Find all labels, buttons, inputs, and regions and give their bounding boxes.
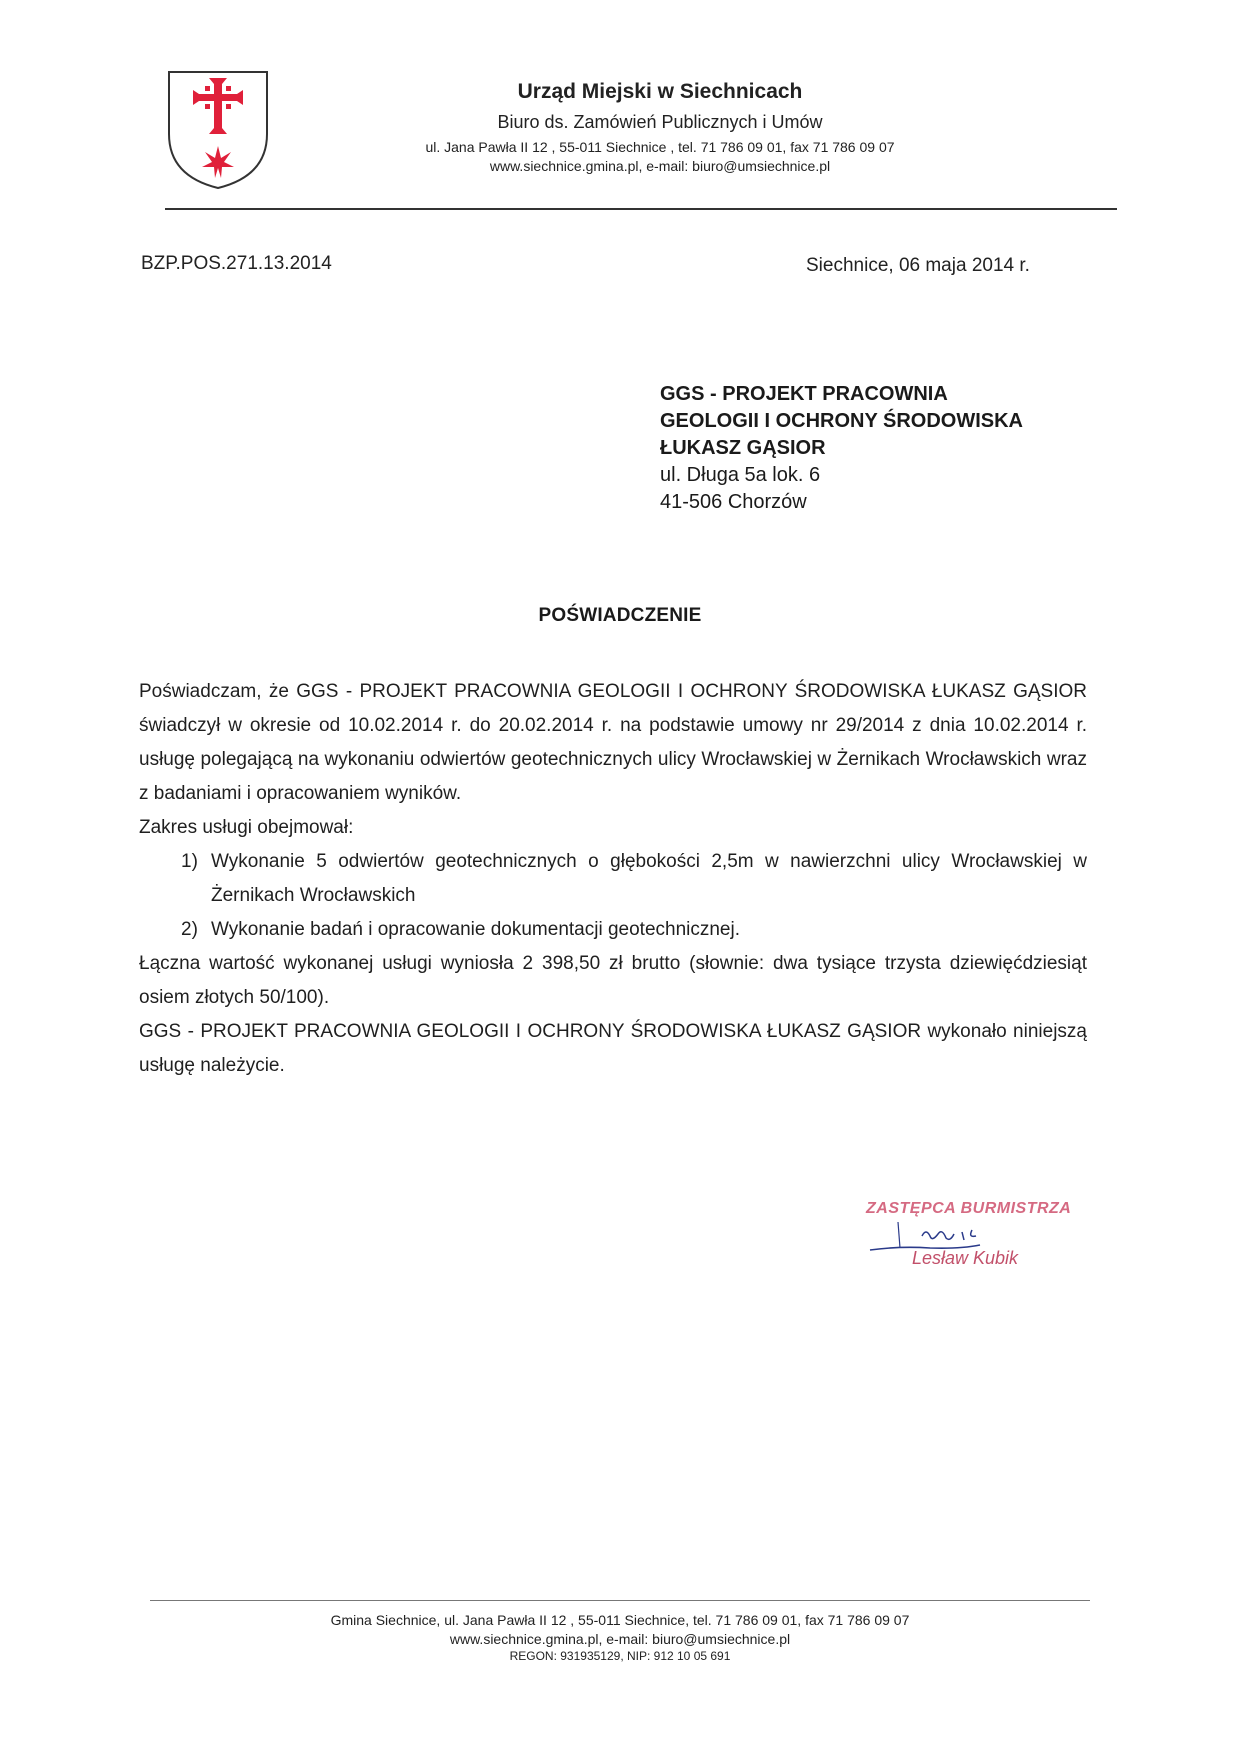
- scope-item: [139, 913, 1087, 947]
- scope-item-text: Wykonanie 5 odwiertów geotechnicznych o głębokości 2,5m w nawierzchni ulicy Wrocławskiej w Żernikach Wrocławskich: [211, 851, 1087, 906]
- letter-date: Siechnice, 06 maja 2014 r.: [806, 255, 1030, 276]
- scope-item-number: 1): [181, 851, 198, 872]
- signatory-name: Lesław Kubik: [912, 1248, 1019, 1268]
- closing-statement: GGS - PROJEKT PRACOWNIA GEOLOGII I OCHRONY ŚRODOWISKA ŁUKASZ GĄSIOR wykonało niniejszą usługę należycie.: [139, 1021, 1087, 1076]
- service-value: Łączna wartość wykonanej usługi wyniosła 2 398,50 zł brutto (słownie: dwa tysiące trzysta dziewięćdziesiąt osiem złotych 50/100).: [139, 953, 1087, 1008]
- footer-divider: [150, 1600, 1090, 1601]
- office-address: ul. Jana Pawła II 12 , 55-011 Siechnice , tel. 71 786 09 01, fax 71 786 09 07: [425, 139, 895, 155]
- footer-registration: REGON: 931935129, NIP: 912 10 05 691: [509, 1649, 731, 1663]
- stamp-title: ZASTĘPCA BURMISTRZA: [866, 1200, 1072, 1217]
- recipient-street: ul. Długa 5a lok. 6: [660, 464, 821, 486]
- scope-item-text: Wykonanie badań i opracowanie dokumentacji geotechnicznej.: [211, 919, 740, 940]
- document-title: POŚWIADCZENIE: [538, 605, 702, 626]
- reference-number: BZP.POS.271.13.2014: [141, 253, 332, 274]
- scope-intro: Zakres usługi obejmował:: [139, 817, 354, 838]
- footer-web-email: www.siechnice.gmina.pl, e-mail: biuro@umsiechnice.pl: [449, 1631, 791, 1647]
- office-name: Urząd Miejski w Siechnicach: [517, 80, 803, 103]
- department-name: Biuro ds. Zamówień Publicznych i Umów: [497, 112, 823, 132]
- recipient-name-line1: GGS - PROJEKT PRACOWNIA: [660, 383, 948, 405]
- document-body: [139, 675, 1087, 1083]
- header-divider: [165, 208, 1117, 210]
- scope-list: [139, 845, 1087, 947]
- recipient-name-line2: GEOLOGII I OCHRONY ŚRODOWISKA: [660, 410, 1023, 432]
- recipient-city: 41-506 Chorzów: [660, 491, 807, 513]
- footer-address: Gmina Siechnice, ul. Jana Pawła II 12 , 55-011 Siechnice, tel. 71 786 09 01, fax 71 786 09 07: [330, 1612, 910, 1628]
- body-paragraph: Poświadczam, że GGS - PROJEKT PRACOWNIA GEOLOGII I OCHRONY ŚRODOWISKA ŁUKASZ GĄSIOR świadczył w okresie od 10.02.2014 r. do 20.02.2014 r. na podstawie umowy nr 29/2014 z dnia 10.02.2014 r. usługę polegającą na wykonaniu odwiertów geotechnicznych ulicy Wrocławskiej w Żernikach Wrocławskich wraz z badaniami i opracowaniem wyników.: [139, 681, 1087, 804]
- recipient-name-line3: ŁUKASZ GĄSIOR: [660, 437, 826, 459]
- office-web-email: www.siechnice.gmina.pl, e-mail: biuro@umsiechnice.pl: [489, 158, 831, 174]
- coat-of-arms-icon: [165, 68, 271, 190]
- scope-item-number: 2): [181, 919, 198, 940]
- recipient-block: [660, 381, 1160, 516]
- scope-item: [139, 845, 1087, 913]
